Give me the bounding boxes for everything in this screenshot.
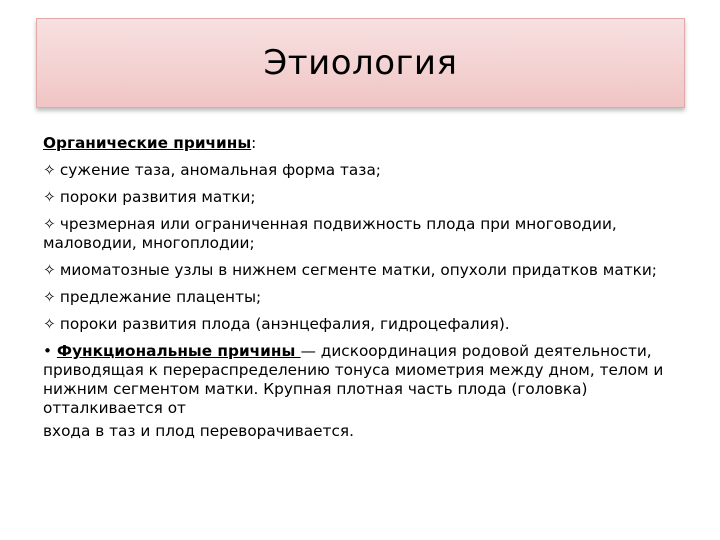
diamond-star-icon: ✧: [43, 315, 56, 333]
list-item-text: предлежание плаценты;: [59, 288, 262, 306]
list-item: [43, 215, 693, 253]
list-item-text: миоматозные узлы в нижнем сегменте матки, опухоли придатков матки;: [59, 261, 657, 279]
functional-paragraph: [43, 342, 693, 418]
slide-body: [43, 134, 693, 449]
functional-heading: Функциональные причины: [56, 342, 301, 360]
title-box: [36, 18, 685, 108]
list-item-text: пороки развития матки;: [59, 188, 256, 206]
functional-continuation: входа в таз и плод переворачивается.: [43, 422, 354, 440]
organic-heading-line: [43, 134, 693, 153]
organic-heading: Органические причины: [43, 134, 252, 152]
list-item: [43, 188, 693, 207]
list-item-text: пороки развития плода (анэнцефалия, гидроцефалия).: [59, 315, 510, 333]
list-item: [43, 161, 693, 180]
bullet-dot-icon: •: [43, 342, 53, 360]
list-item-text: чрезмерная или ограниченная подвижность плода при многоводии, маловодии, многоплодии;: [43, 215, 617, 252]
list-item: [43, 315, 693, 334]
organic-heading-suffix: :: [251, 134, 257, 152]
diamond-star-icon: ✧: [43, 188, 56, 206]
list-item: [43, 288, 693, 307]
functional-text: — дискоординация родовой деятельности, приводящая к перераспределению тонуса миометрия между дном, телом и нижним сегментом матки. Крупная плотная часть плода (головка) отталкивается от: [43, 342, 664, 417]
diamond-star-icon: ✧: [43, 215, 56, 233]
diamond-star-icon: ✧: [43, 261, 56, 279]
diamond-star-icon: ✧: [43, 161, 56, 179]
list-item: [43, 261, 693, 280]
list-item-text: сужение таза, аномальная форма таза;: [59, 161, 381, 179]
diamond-star-icon: ✧: [43, 288, 56, 306]
slide-title: Этиология: [263, 43, 458, 83]
